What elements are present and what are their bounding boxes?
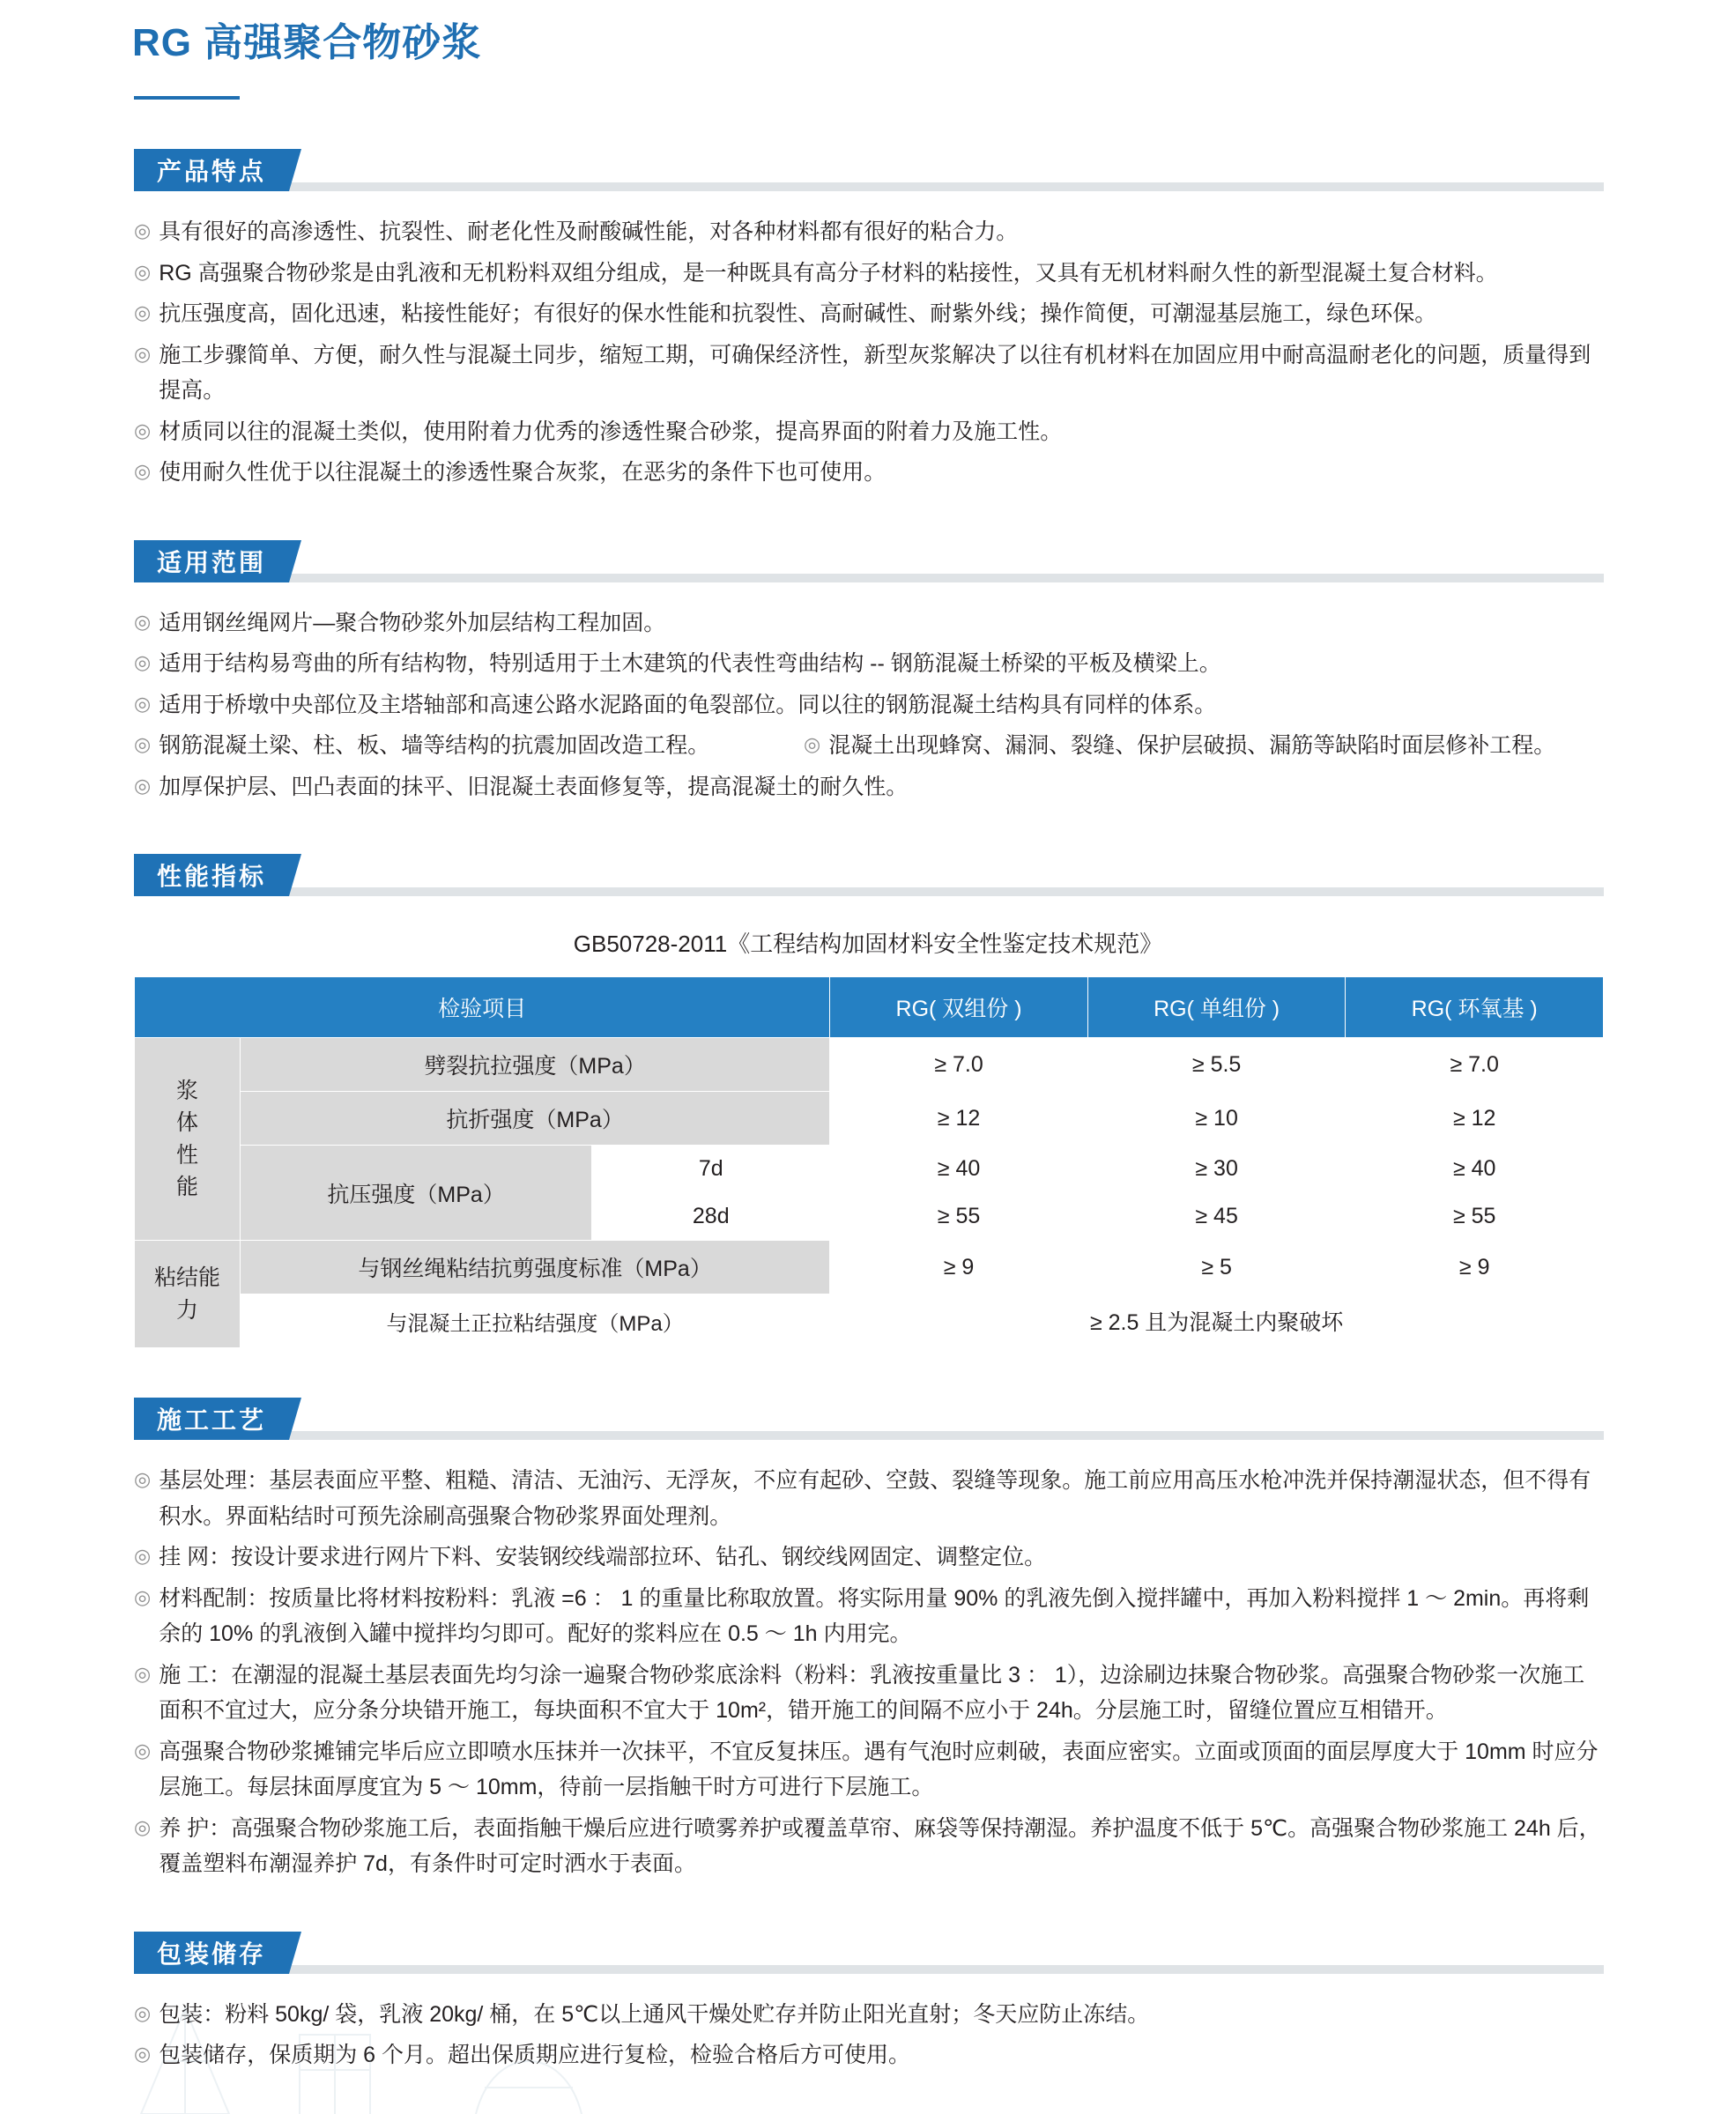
list-item — [134, 646, 1604, 682]
list-item — [134, 1658, 1604, 1729]
group-label-char: 能 — [175, 1174, 198, 1199]
list-item — [134, 256, 1604, 292]
list-item — [134, 1539, 1604, 1576]
table-row — [135, 1038, 1604, 1092]
bullet-icon: ◎ — [134, 301, 152, 324]
row-value: ≥ 55 — [1346, 1193, 1604, 1241]
list-item-text: 施工步骤简单、方便，耐久性与混凝土同步，缩短工期，可确保经济性，新型灰浆解决了以往有机材料在加固应用中耐高温耐老化的问题，质量得到提高。 — [159, 342, 1591, 404]
list-item — [134, 605, 1604, 642]
bullet-icon: ◎ — [804, 733, 821, 756]
section-header-features — [134, 149, 1604, 191]
bullet-icon: ◎ — [134, 460, 152, 483]
section-header-process — [134, 1398, 1604, 1440]
section-header-performance — [134, 854, 1604, 896]
row-subitem: 7d — [592, 1146, 830, 1193]
bullet-icon: ◎ — [134, 260, 152, 283]
list-item-text: 包装：粉料 50kg/ 袋，乳液 20kg/ 桶，在 5℃以上通风干燥处贮存并防止阳光直射；冬天应防止冻结。 — [159, 2001, 1150, 2027]
list-item — [134, 455, 1604, 491]
list-item-text: 钢筋混凝土梁、柱、板、墙等结构的抗震加固改造工程。 — [159, 733, 710, 759]
list-item — [134, 337, 1604, 409]
list-item-text: 抗压强度高，固化迅速，粘接性能好；有很好的保水性能和抗裂性、高耐碱性、耐紫外线；操作简便，可潮湿基层施工，绿色环保。 — [159, 301, 1437, 327]
list-item-text: 高强聚合物砂浆摊铺完毕后应立即喷水压抹并一次抹平，不宜反复抹压。遇有气泡时应刺破，表面应密实。立面或顶面的面层厚度大于 10mm 时应分层施工。每层抹面厚度宜为 5 ～ 10mm，待前一层指触干时方可进行下层施工。 — [159, 1739, 1599, 1800]
list-item — [134, 769, 1604, 805]
row-value: ≥ 9 — [830, 1241, 1088, 1294]
list-item-text: 使用耐久性优于以往混凝土的渗透性聚合灰浆，在恶劣的条件下也可使用。 — [159, 460, 887, 486]
list-item-text: 施 工：在潮湿的混凝土基层表面先均匀涂一遍聚合物砂浆底涂料（粉料：乳液按重量比 3 ： 1），边涂刷边抹聚合物砂浆。高强聚合物砂浆一次施工面积不宜过大，应分条分块错开施工，每块面积不宜大于 10m²，错开施工的间隔不应小于 24h。分层施工时，留缝位置应互相错开。 — [159, 1662, 1585, 1724]
list-item — [134, 1811, 1604, 1882]
group-label-bond — [135, 1241, 241, 1348]
list-item-text: 材质同以往的混凝土类似，使用附着力优秀的渗透性聚合砂浆，提高界面的附着力及施工性。 — [159, 419, 1063, 444]
section-bar — [134, 182, 1604, 191]
section-packaging — [0, 1932, 1736, 2073]
col-header-rg-epoxy: RG( 环氧基 ) — [1346, 977, 1604, 1038]
row-subitem: 28d — [592, 1193, 830, 1241]
row-value-merged: ≥ 2.5 且为混凝土内聚破坏 — [830, 1294, 1604, 1348]
table-row — [135, 1146, 1604, 1193]
bullet-icon: ◎ — [134, 2043, 152, 2066]
section-title-performance: 性能指标 — [134, 854, 289, 896]
list-item-text: 具有很好的高渗透性、抗裂性、耐老化性及耐酸碱性能，对各种材料都有很好的粘合力。 — [159, 219, 1019, 245]
bullet-icon: ◎ — [134, 1815, 152, 1838]
scope-list — [134, 605, 1604, 805]
col-header-rg-two: RG( 双组份 ) — [830, 977, 1088, 1038]
row-value: ≥ 12 — [830, 1092, 1088, 1146]
packaging-list — [134, 1997, 1604, 2073]
list-item-text: 加厚保护层、凹凸表面的抹平、旧混凝土表面修复等，提高混凝土的耐久性。 — [159, 774, 909, 799]
row-value: ≥ 9 — [1346, 1241, 1604, 1294]
list-item-text: RG 高强聚合物砂浆是由乳液和无机粉料双组分组成，是一种既具有高分子材料的粘接性，又具有无机材料耐久性的新型混凝土复合材料。 — [159, 260, 1498, 286]
section-title-packaging: 包装储存 — [134, 1932, 289, 1974]
list-item — [134, 1581, 1604, 1652]
row-value: ≥ 12 — [1346, 1092, 1604, 1146]
group-label-char: 浆 — [175, 1079, 198, 1104]
bullet-icon: ◎ — [134, 733, 152, 756]
row-item: 与混凝土正拉粘结强度（MPa） — [241, 1294, 830, 1348]
section-scope — [0, 540, 1736, 805]
group-label-slurry — [135, 1038, 241, 1241]
section-title-features: 产品特点 — [134, 149, 289, 191]
row-value: ≥ 40 — [830, 1146, 1088, 1193]
table-header-row — [135, 977, 1604, 1038]
table-header — [135, 977, 1604, 1038]
row-value: ≥ 40 — [1346, 1146, 1604, 1193]
bullet-icon: ◎ — [134, 1545, 152, 1568]
list-item-text: 混凝土出现蜂窝、漏洞、裂缝、保护层破损、漏筋等缺陷时面层修补工程。 — [828, 733, 1556, 759]
group-label-char: 体 — [175, 1110, 198, 1136]
list-item-text: 养 护：高强聚合物砂浆施工后，表面指触干燥后应进行喷雾养护或覆盖草帘、麻袋等保持潮湿。养护温度不低于 5℃。高强聚合物砂浆施工 24h 后，覆盖塑料布潮湿养护 7d，有条件时可定时洒水于表面。 — [159, 1815, 1601, 1877]
bullet-icon: ◎ — [134, 1585, 152, 1608]
table-caption: GB50728-2011《工程结构加固材料安全性鉴定技术规范》 — [573, 931, 1163, 958]
row-item: 抗折强度（MPa） — [241, 1092, 830, 1146]
list-item-text: 包装储存，保质期为 6 个月。超出保质期应进行复检，检验合格后方可使用。 — [159, 2043, 911, 2068]
list-item — [134, 1997, 1604, 2033]
bullet-icon: ◎ — [134, 342, 152, 365]
section-features — [0, 149, 1736, 491]
group-label-char: 力 — [175, 1297, 198, 1323]
list-item-text: 挂 网：按设计要求进行网片下料、安装钢绞线端部拉环、钻孔、钢绞线网固定、调整定位。 — [159, 1545, 1047, 1570]
page-title: RG 高强聚合物砂浆 — [132, 21, 482, 64]
section-bar — [134, 574, 1604, 582]
section-bar — [134, 1431, 1604, 1440]
col-header-rg-one: RG( 单组份 ) — [1087, 977, 1346, 1038]
list-item — [134, 1734, 1604, 1806]
document-page — [0, 18, 1736, 2114]
list-item-text: 适用钢丝绳网片—聚合物砂浆外加层结构工程加固。 — [159, 610, 666, 635]
group-label-char: 性 — [175, 1142, 198, 1168]
bullet-icon: ◎ — [134, 651, 152, 674]
list-item-pair — [134, 728, 1604, 764]
performance-table — [134, 976, 1604, 1348]
section-process — [0, 1398, 1736, 1882]
section-bar — [134, 1965, 1604, 1974]
section-performance — [0, 854, 1736, 1348]
table-row — [135, 1241, 1604, 1294]
row-value: ≥ 7.0 — [830, 1038, 1088, 1092]
list-item — [134, 296, 1604, 332]
list-item-text: 适用于结构易弯曲的所有结构物，特别适用于土木建筑的代表性弯曲结构 -- 钢筋混凝土桥梁的平板及横梁上。 — [159, 651, 1221, 677]
process-list — [134, 1463, 1604, 1882]
section-title-scope: 适用范围 — [134, 540, 289, 582]
row-value: ≥ 30 — [1087, 1146, 1346, 1193]
row-item: 抗压强度（MPa） — [241, 1146, 592, 1241]
bullet-icon: ◎ — [134, 774, 152, 797]
bullet-icon: ◎ — [134, 692, 152, 715]
table-body — [135, 1038, 1604, 1348]
bullet-icon: ◎ — [134, 1739, 152, 1762]
list-item-text: 材料配制：按质量比将材料按粉料：乳液 =6 ： 1 的重量比称取放置。将实际用量 90% 的乳液先倒入搅拌罐中，再加入粉料搅拌 1 ～ 2min。再将剩余的 10% 的乳液倒入罐中搅拌均匀即可。配好的浆料应在 0.5 ～ 1h 内用完。 — [159, 1585, 1590, 1647]
bullet-icon: ◎ — [134, 610, 152, 633]
row-value: ≥ 5 — [1087, 1241, 1346, 1294]
row-value: ≥ 45 — [1087, 1193, 1346, 1241]
row-value: ≥ 55 — [830, 1193, 1088, 1241]
row-value: ≥ 7.0 — [1346, 1038, 1604, 1092]
list-item — [804, 728, 1604, 764]
table-row — [135, 1294, 1604, 1348]
list-item — [134, 2037, 1604, 2073]
bullet-icon: ◎ — [134, 1468, 152, 1491]
table-row — [135, 1092, 1604, 1146]
group-label-char: 粘结能 — [153, 1265, 220, 1291]
row-value: ≥ 10 — [1087, 1092, 1346, 1146]
section-title-process: 施工工艺 — [134, 1398, 289, 1440]
bullet-icon: ◎ — [134, 219, 152, 242]
list-item — [134, 414, 1604, 450]
row-item: 与钢丝绳粘结抗剪强度标准（MPa） — [241, 1241, 830, 1294]
row-value: ≥ 5.5 — [1087, 1038, 1346, 1092]
section-bar — [134, 887, 1604, 896]
list-item — [134, 728, 804, 764]
list-item-text: 基层处理：基层表面应平整、粗糙、清洁、无油污、无浮灰，不应有起砂、空鼓、裂缝等现象。施工前应用高压水枪冲洗并保持潮湿状态，但不得有积水。界面粘结时可预先涂刷高强聚合物砂浆界面处理剂。 — [159, 1468, 1591, 1529]
bullet-icon: ◎ — [134, 419, 152, 441]
features-list — [134, 214, 1604, 491]
bullet-icon: ◎ — [134, 1662, 152, 1685]
col-header-item: 检验项目 — [135, 977, 830, 1038]
list-item — [134, 1463, 1604, 1534]
section-header-packaging — [134, 1932, 1604, 1974]
bullet-icon: ◎ — [134, 2001, 152, 2024]
row-item: 劈裂抗拉强度（MPa） — [241, 1038, 830, 1092]
list-item — [134, 214, 1604, 250]
list-item — [134, 687, 1604, 723]
section-header-scope — [134, 540, 1604, 582]
title-underline — [134, 96, 240, 100]
list-item-text: 适用于桥墩中央部位及主塔轴部和高速公路水泥路面的龟裂部位。同以往的钢筋混凝土结构具有同样的体系。 — [159, 692, 1217, 717]
